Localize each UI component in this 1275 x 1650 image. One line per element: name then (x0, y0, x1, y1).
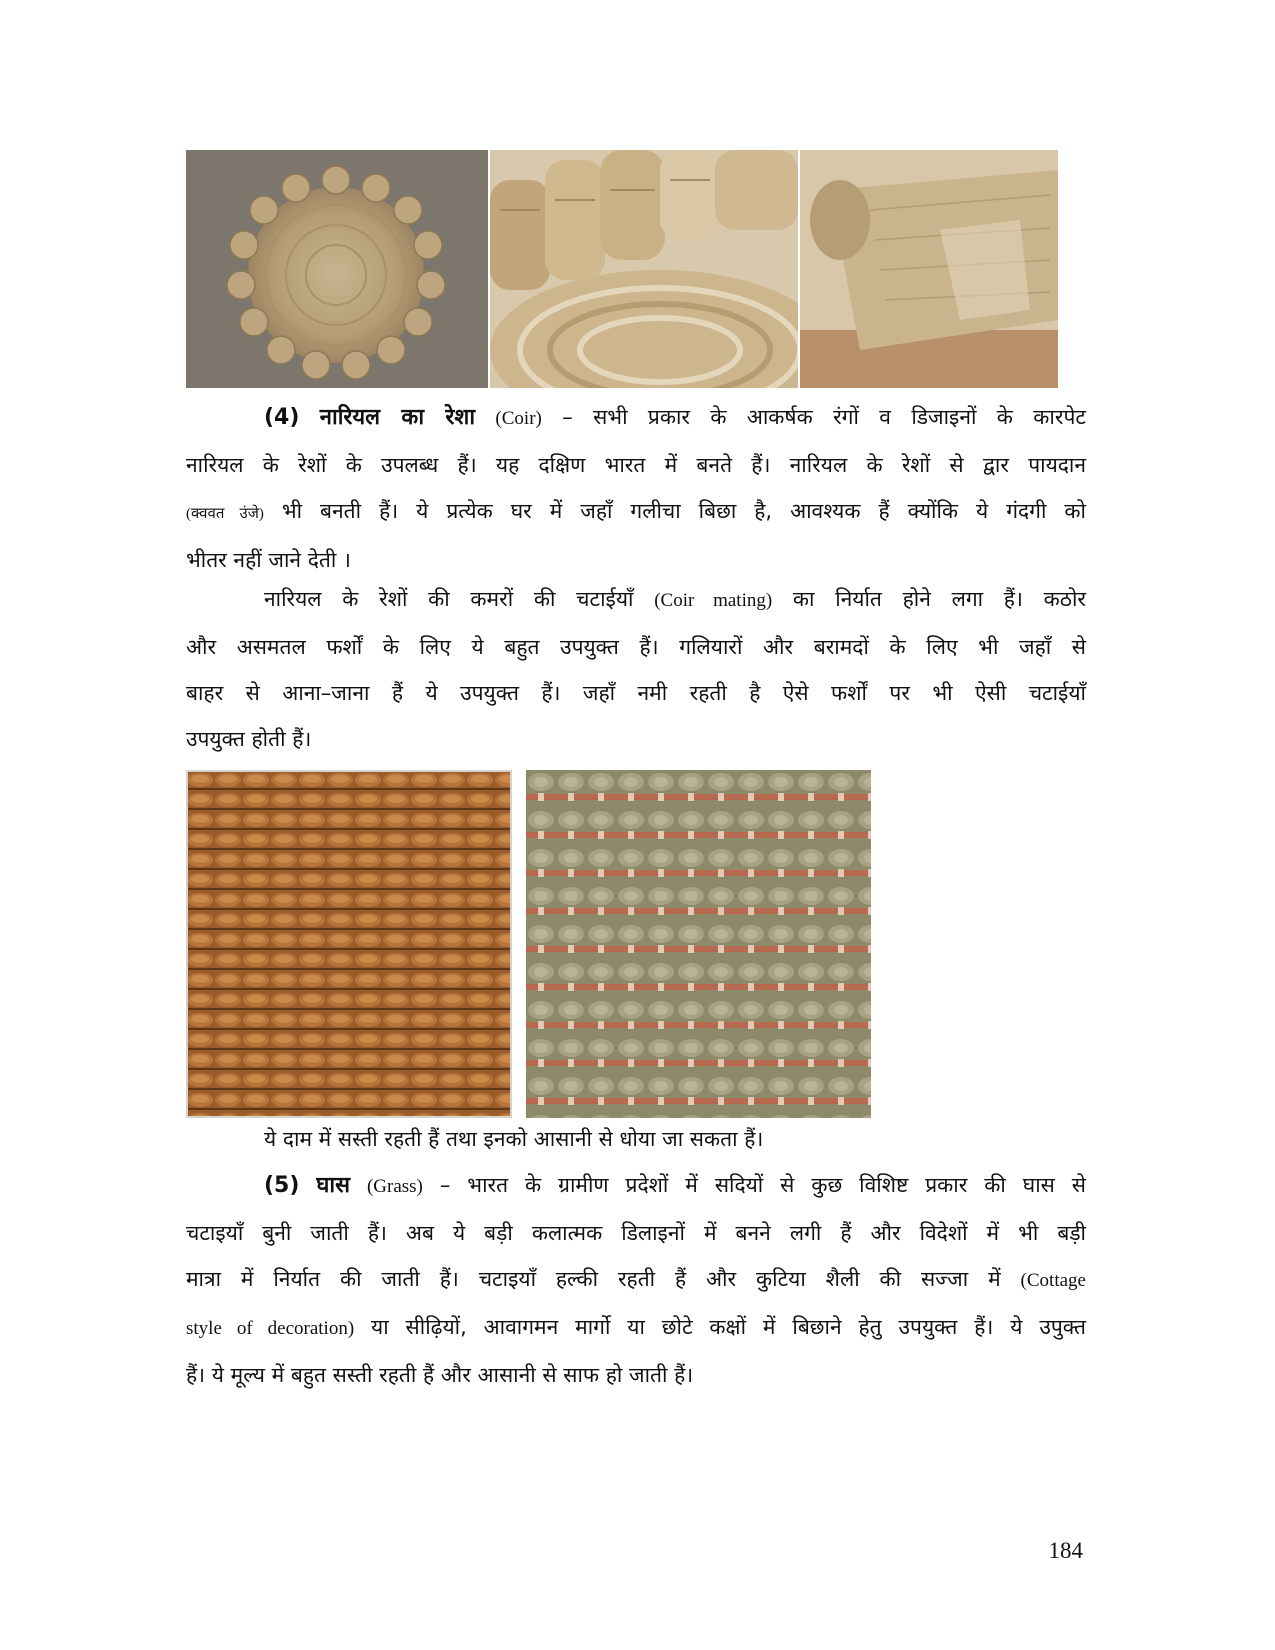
grass-line-4-text: या सीढ़ियों, आवागमन मार्गो या छोटे कक्षों में बिछाने हेतु उपयुक्त हैं। ये उपुक्त (371, 1315, 1086, 1339)
coir-doormat-term: (क्ववत उंजे) (186, 506, 264, 522)
coir-line-3-text: भी बनती हैं। ये प्रत्येक घर में जहाँ गलीचा बिछा है, आवश्यक हैं क्योंकि ये गंदगी को (281, 499, 1086, 523)
coir-line-4: भीतर नहीं जाने देती । (186, 548, 351, 572)
coir-line-3 (186, 488, 1086, 537)
coir-term: (Coir) (495, 408, 542, 429)
top-image-strip (186, 150, 1058, 388)
grass-number: (5) (264, 1173, 300, 1198)
coir-mats-term: (Coir mating) (654, 590, 773, 611)
page-number: 184 (1048, 1538, 1083, 1563)
cheap-line-1: ये दाम में सस्ती रहती हैं तथा इनको आसानी से धोया जा सकता हैं। (264, 1127, 764, 1151)
woven-grass-mat-texture-photo (526, 770, 871, 1118)
coir-line-1-text: – सभी प्रकार के आकर्षक रंगों व डिजाइनों के कारपेट (562, 405, 1086, 429)
rolled-jute-carpet-photo (800, 150, 1058, 388)
grass-line-1 (186, 1162, 1086, 1210)
coir-line-2: नारियल के रेशों के उपलब्ध हैं। यह दक्षिण भारत में बनते हैं। नारियल के रेशों से द्वार पायदान (186, 453, 1086, 477)
cheap-paragraph (186, 1116, 1086, 1162)
grass-decoration-term: style of decoration) (186, 1318, 355, 1339)
coir-mat-texture-photo (186, 770, 512, 1118)
coir-mats-line-1-start: नारियल के रेशों की कमरों की चटाईयाँ (264, 587, 634, 611)
grass-line-3 (186, 1256, 1086, 1304)
coir-mats-line-2: और असमतल फर्शों के लिए ये बहुत उपयुक्त हैं। गलियारों और बरामदों के लिए भी जहाँ से (186, 635, 1086, 659)
grass-line-2: चटाइयाँ बुनी जाती हैं। अब ये बड़ी कलात्मक डिलाइनों में बनने लगी हैं और विदेशों में भी बड़ी (186, 1221, 1086, 1245)
grass-line-5: हैं। ये मूल्य में बहुत सस्ती रहती हैं और आसानी से साफ हो जाती हैं। (186, 1363, 694, 1387)
coir-mats-line-3: बाहर से आना–जाना हैं ये उपयुक्त हैं। जहाँ नमी रहती है ऐसे फर्शों पर भी ऐसी चटाईयाँ (186, 681, 1086, 705)
coir-title: नारियल का रेशा (319, 405, 476, 430)
coir-mats-line-4: उपयुक्त होती हैं। (186, 727, 312, 751)
grass-term: (Grass) (366, 1176, 423, 1197)
grass-line-1-text: – भारत के ग्रामीण प्रदेशों में सदियों से कुछ विशिष्ट प्रकार की घास से (439, 1173, 1086, 1197)
grass-title: घास (316, 1173, 350, 1198)
coir-mats-paragraph (186, 576, 1086, 762)
grass-line-3-start: मात्रा में निर्यात की जाती हैं। चटाइयाँ हल्की रहती हैं और कुटिया शैली की सज्जा में (186, 1267, 1001, 1291)
coir-mats-line-1-end: का निर्यात होने लगा हैं। कठोर (792, 587, 1086, 611)
grass-cottage-term: (Cottage (1020, 1270, 1086, 1291)
coir-mats-line-1 (186, 576, 1086, 624)
grass-line-4 (186, 1304, 1086, 1352)
braided-oval-rugs-photo (490, 150, 798, 388)
coir-number: (4) (264, 405, 300, 430)
round-jute-rug-photo (186, 150, 488, 388)
coir-section (186, 394, 1086, 583)
coir-line-1 (186, 394, 1086, 442)
grass-section (186, 1162, 1086, 1398)
middle-image-strip (186, 770, 886, 1118)
